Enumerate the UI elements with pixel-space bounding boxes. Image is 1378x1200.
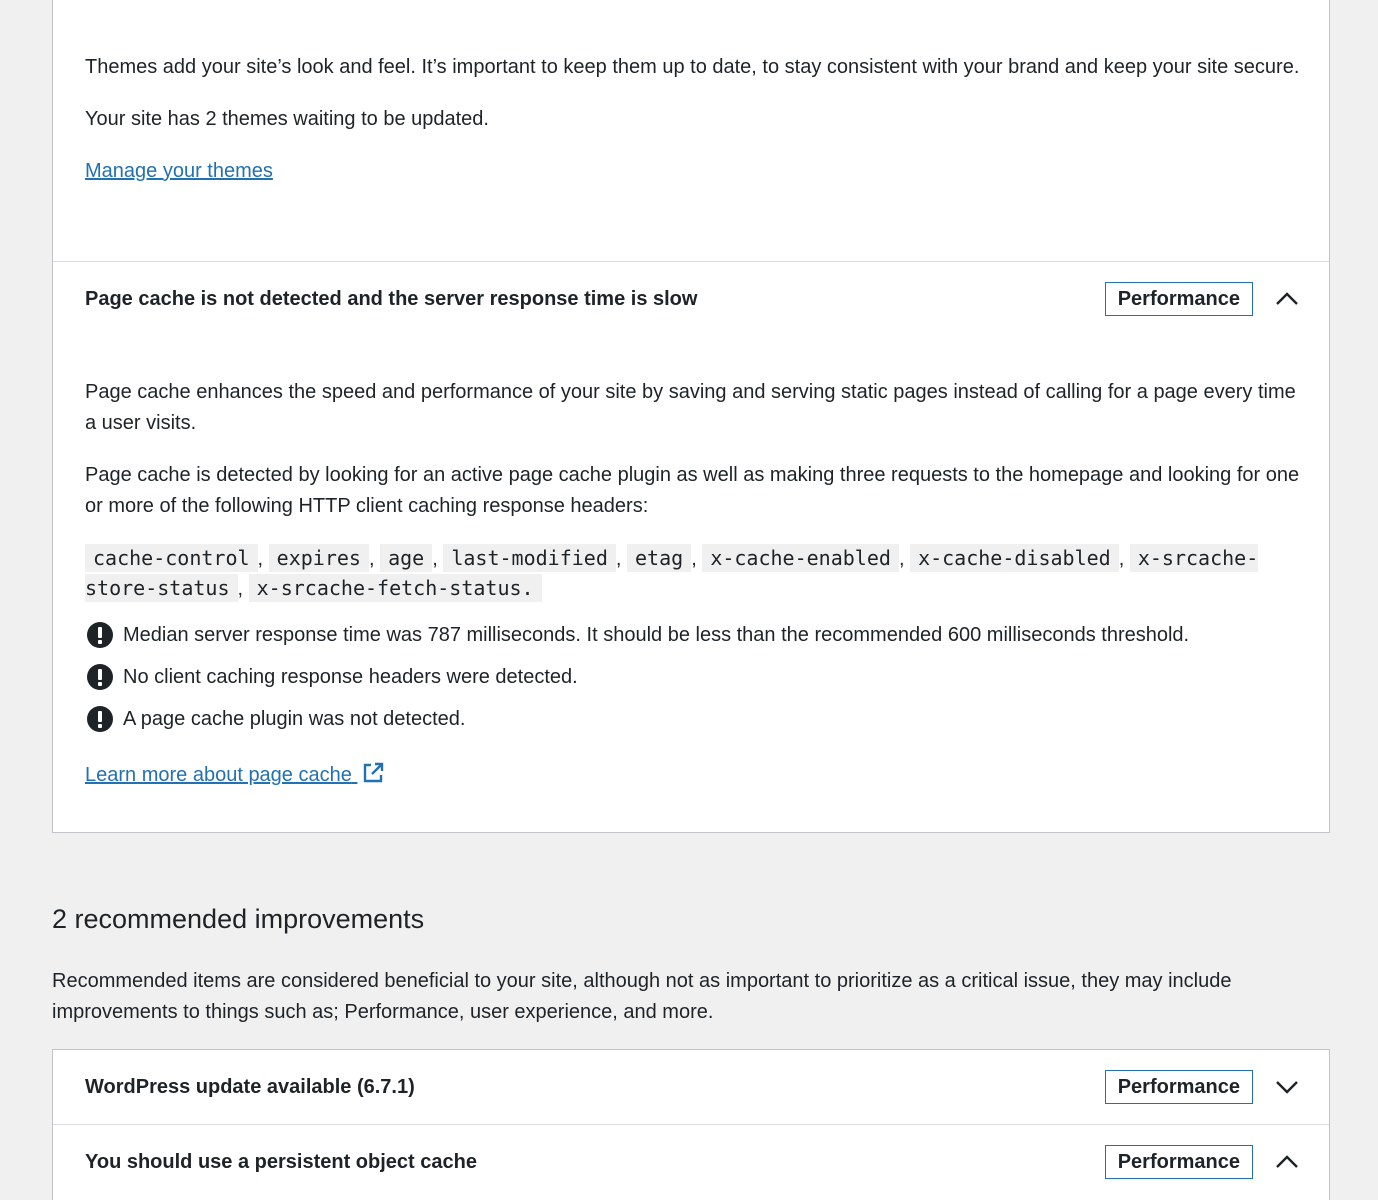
row-divider — [53, 1124, 1329, 1125]
page-cache-accordion-header[interactable] — [85, 281, 1301, 317]
themes-description: Themes add your site’s look and feel. It’s important to keep them up to date, to stay consistent with your brand and keep your site secure. — [85, 56, 1300, 78]
result-text: A page cache plugin was not detected. — [123, 707, 466, 730]
object-cache-accordion-header[interactable] — [85, 1144, 1301, 1180]
result-item — [85, 656, 1301, 698]
performance-badge: Performance — [1105, 1145, 1253, 1179]
header-code: cache-control — [85, 544, 258, 572]
result-text: No client caching response headers were detected. — [123, 665, 578, 688]
wordpress-update-accordion-header[interactable] — [85, 1069, 1301, 1105]
page-cache-paragraph-2: Page cache is detected by looking for an active page cache plugin as well as making three requests to the homepage and looking for one or more of the following HTTP client caching response headers: — [85, 464, 1300, 517]
cache-headers-list: cache-control , expires , age , last-modified , etag , x-cache-enabled , x-cache-disabled , x-srcache-store-status , x-srcache-fetch-status. — [85, 546, 1259, 600]
learn-more-label: Learn more about page cache — [85, 764, 352, 786]
cache-results-list — [85, 614, 1301, 740]
header-code: age — [380, 544, 432, 572]
warning-icon — [86, 705, 114, 733]
wordpress-update-title: WordPress update available (6.7.1) — [85, 1075, 415, 1098]
header-code: x-cache-enabled — [702, 544, 899, 572]
recommended-heading: 2 recommended improvements — [52, 904, 425, 934]
object-cache-title: You should use a persistent object cache — [85, 1150, 477, 1173]
recommended-items-panel — [52, 1049, 1330, 1200]
page-cache-paragraph-1: Page cache enhances the speed and performance of your site by saving and serving static pages instead of calling for a page every time a user visits. — [85, 381, 1296, 434]
critical-issues-panel — [52, 0, 1330, 833]
result-text: Median server response time was 787 milliseconds. It should be less than the recommended 600 milliseconds threshold. — [123, 623, 1190, 646]
external-link-icon — [361, 761, 385, 785]
header-code: last-modified — [443, 544, 616, 572]
result-item — [85, 698, 1301, 740]
themes-status: Your site has 2 themes waiting to be updated. — [85, 108, 489, 130]
section-divider — [53, 261, 1329, 262]
header-code: x-srcache-fetch-status. — [249, 574, 542, 602]
performance-badge: Performance — [1105, 282, 1253, 316]
recommended-description: Recommended items are considered beneficial to your site, although not as important to prioritize as a critical issue, they may include improvements to things such as; Performance, user experience, and more. — [52, 970, 1232, 1023]
learn-more-page-cache-link[interactable] — [85, 764, 385, 786]
warning-icon — [86, 663, 114, 691]
manage-themes-link[interactable]: Manage your themes — [85, 160, 273, 182]
chevron-up-icon[interactable] — [1273, 1148, 1301, 1176]
page-cache-title: Page cache is not detected and the server response time is slow — [85, 287, 698, 310]
chevron-up-icon[interactable] — [1273, 285, 1301, 313]
chevron-down-icon[interactable] — [1273, 1073, 1301, 1101]
result-item — [85, 614, 1301, 656]
header-code: etag — [627, 544, 691, 572]
header-code: x-srcache-store-status — [85, 546, 1259, 600]
page-cache-body — [85, 377, 1301, 791]
warning-icon — [86, 621, 114, 649]
performance-badge: Performance — [1105, 1070, 1253, 1104]
header-code: expires — [269, 544, 369, 572]
themes-section — [85, 52, 1301, 187]
header-code: x-cache-disabled — [910, 544, 1119, 572]
